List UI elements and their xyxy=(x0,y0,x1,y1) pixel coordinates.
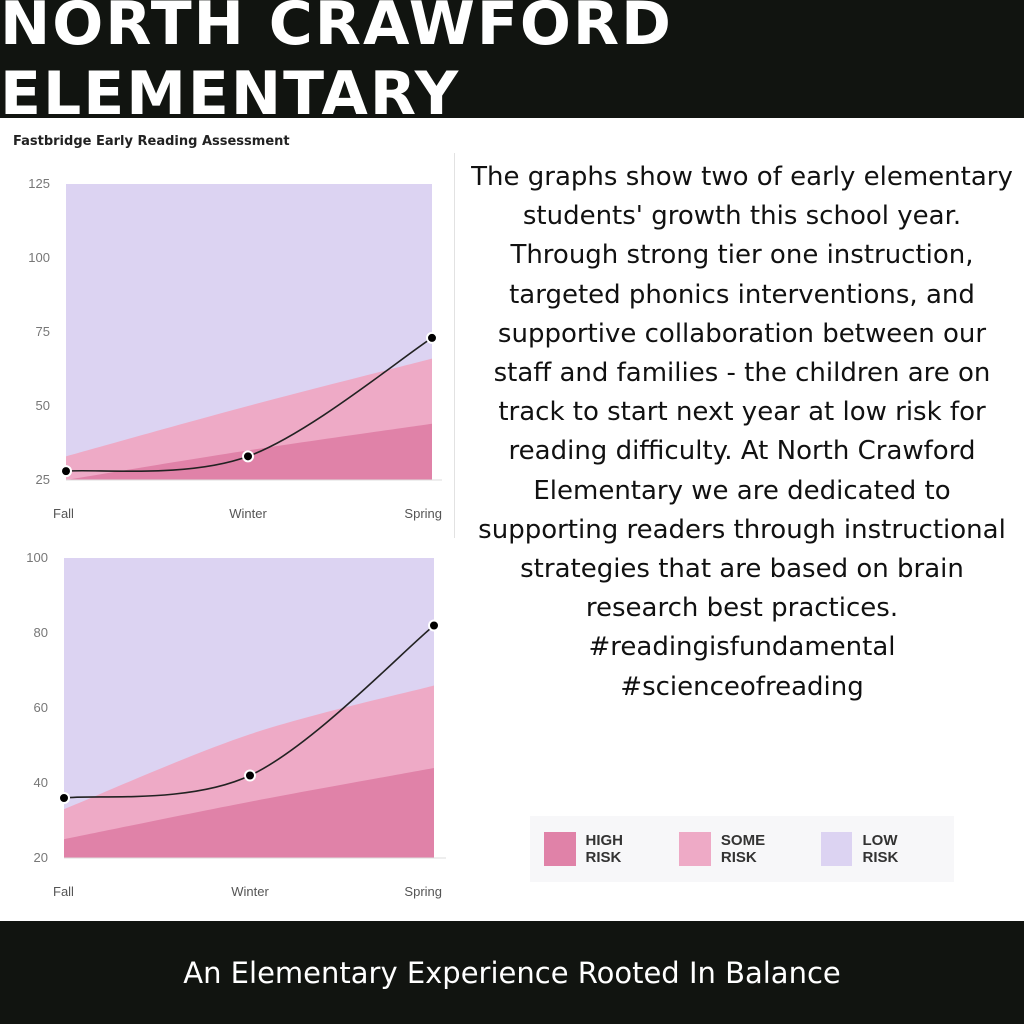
page-title: NORTH CRAWFORD ELEMENTARY xyxy=(0,0,673,129)
score-point xyxy=(243,451,253,461)
y-tick-label: 75 xyxy=(35,324,50,339)
x-tick-label: Spring xyxy=(404,884,442,899)
x-tick-label: Winter xyxy=(231,884,269,899)
y-tick-label: 100 xyxy=(28,250,50,265)
x-tick-label: Winter xyxy=(229,506,267,521)
score-point xyxy=(59,793,69,803)
y-tick-label: 60 xyxy=(33,700,48,715)
y-tick-label: 100 xyxy=(26,550,48,565)
description-text: The graphs show two of early elementary students' growth this school year. Through strong tier one instruction, targeted phonics interventions, and supportive collaboration between our staff and families - the children are on track to start next year at low risk for reading difficulty. At North Crawford Elementary we are dedicated to supporting readers through instructional strategies that are based on brain research best practices. #readingisfundamental #scienceofreading xyxy=(471,162,1013,702)
y-tick-label: 40 xyxy=(33,775,48,790)
y-tick-label: 80 xyxy=(33,625,48,640)
footer-tagline: An Elementary Experience Rooted In Balance xyxy=(183,955,841,990)
legend-swatch-low-risk xyxy=(821,832,853,866)
score-point xyxy=(245,771,255,781)
legend-label: HIGH RISK xyxy=(585,832,624,866)
score-point xyxy=(61,466,71,476)
legend xyxy=(530,816,954,882)
score-point xyxy=(429,621,439,631)
divider xyxy=(454,153,455,538)
legend-item-high-risk xyxy=(544,832,657,866)
x-tick-label: Fall xyxy=(53,506,74,521)
legend-swatch-some-risk xyxy=(679,832,711,866)
score-point xyxy=(427,333,437,343)
legend-swatch-high-risk xyxy=(544,832,576,866)
y-tick-label: 50 xyxy=(35,398,50,413)
footer-banner xyxy=(0,921,1024,1024)
x-tick-label: Spring xyxy=(404,506,442,521)
x-tick-label: Fall xyxy=(53,884,74,899)
chart-heading: Fastbridge Early Reading Assessment xyxy=(13,134,290,149)
y-tick-label: 125 xyxy=(28,176,50,191)
header-banner xyxy=(0,0,1024,129)
reading-chart-2 xyxy=(0,540,455,920)
y-tick-label: 25 xyxy=(35,472,50,487)
legend-item-some-risk xyxy=(679,832,799,866)
reading-chart-1 xyxy=(0,160,455,540)
legend-label: SOME RISK xyxy=(720,832,766,866)
y-tick-label: 20 xyxy=(33,850,48,865)
legend-item-low-risk xyxy=(821,832,932,866)
legend-label: LOW RISK xyxy=(862,832,899,866)
